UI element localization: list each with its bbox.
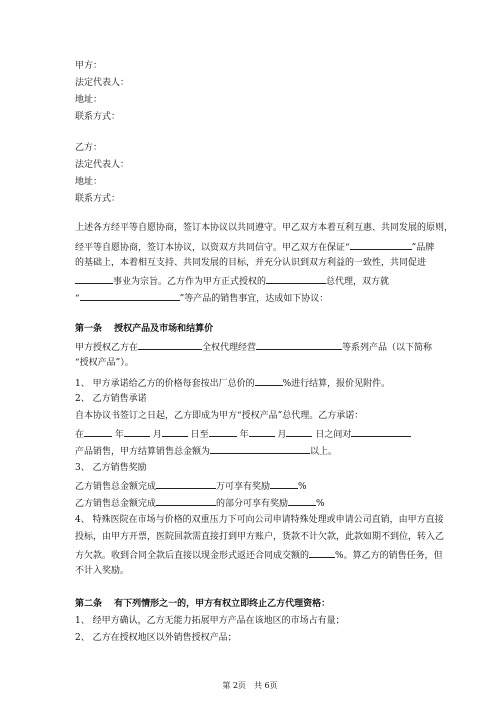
intro-line-1: 上述各方经平等自愿协商，签订本协议以共同遵守。甲乙双方本着互利互惠、共同发展的原则，: [75, 223, 454, 233]
article-1-item-4-line-3: 方欠款。收到合同全款后直接以现金形式返还合同成交额的 %。算乙方的销售任务，但: [75, 548, 443, 562]
products-blank: [80, 291, 180, 301]
party-b-label: 乙方：: [75, 143, 103, 153]
start-day-blank: [162, 427, 188, 437]
intro-line-3: 的基础上，本着相互支持、共同发展的目标，并充分认识到双方利益的一致性，共同促进: [75, 258, 427, 268]
region-sales-blank: [351, 427, 411, 437]
party-a-address: 地址：: [75, 95, 103, 105]
cause-blank: [75, 274, 113, 284]
party-a-rep: 法定代表人：: [75, 78, 130, 88]
party-a-contact: 联系方式：: [75, 112, 121, 122]
reward-1-percent-blank: [270, 479, 298, 489]
refund-percent-blank: [309, 548, 335, 558]
start-year-blank: [84, 427, 112, 437]
article-1-title: 第一条 授权产品及市场和结算价: [75, 324, 214, 334]
article-1-item-1: 1、 甲方承诺给乙方的价格每套按出厂总价的 %进行结算，报价见附件。: [75, 376, 390, 390]
brand-blank: [350, 240, 412, 250]
product-series-blank: [256, 340, 342, 350]
article-1-item-2: 2、 乙方销售承诺: [75, 394, 147, 404]
party-b-rep: 法定代表人：: [75, 160, 130, 170]
intro-line-2: 经平等自愿协商，签订本协议，以资双方共同信守。甲乙双方在保证“ ”品牌: [75, 240, 434, 254]
article-1-sales-line: 产品销售，甲方结算销售总金额为 以上。: [75, 444, 337, 458]
party-b-address: 地址：: [75, 177, 103, 187]
article-1-item-2-line-1: 自本协议书签订之日起，乙方即成为甲方“授权产品”总代理。乙方承诺：: [75, 411, 364, 421]
party-a-label: 甲方：: [75, 61, 103, 71]
article-1-item-4-line-4: 不计入奖励。: [75, 566, 130, 576]
sales-amount-blank: [210, 444, 310, 454]
end-month-blank: [249, 427, 275, 437]
end-day-blank: [286, 427, 312, 437]
party-b-contact: 联系方式：: [75, 194, 121, 204]
reward-2-amount-blank: [156, 496, 216, 506]
article-1-para-line-1: 甲方授权乙方在 全权代理经营 等系列产品（以下简称: [75, 340, 432, 354]
reward-line-2: 乙方销售总金额完成 的部分可享有奖励 %: [75, 496, 325, 510]
start-month-blank: [124, 427, 150, 437]
agent-scope-blank: [266, 274, 326, 284]
settlement-percent-blank: [255, 376, 283, 386]
page-number-footer: 第 2页 共 6页: [222, 681, 278, 690]
article-1-item-4-line-1: 4、 特殊医院在市场与价格的双重压力下可向公司申请特殊处理或申请公司直销，由甲方直接: [75, 515, 444, 525]
region-blank: [138, 340, 202, 350]
intro-line-4: 事业为宗旨。乙方作为甲方正式授权的 总代理，双方就: [75, 274, 389, 288]
intro-line-5: “ ”等产品的销售事宜，达成如下协议：: [75, 291, 328, 305]
article-2-title: 第二条 有下列情形之一的，甲方有权立即终止乙方代理资格：: [75, 599, 331, 609]
article-2-item-1: 1、 经甲方确认，乙方无能力拓展甲方产品在该地区的市场占有量；: [75, 616, 345, 626]
reward-2-percent-blank: [288, 496, 316, 506]
article-1-item-3: 3、 乙方销售奖励: [75, 463, 147, 473]
reward-line-1: 乙方销售总金额完成 万可享有奖励 %: [75, 479, 307, 493]
article-1-para-line-2: “授权产品”）。: [75, 358, 134, 368]
reward-1-amount-blank: [156, 479, 216, 489]
article-2-item-2: 2、 乙方在授权地区以外销售授权产品；: [75, 633, 237, 643]
article-1-date-line: 在 年 月 日至 年 月 日之间对: [75, 427, 411, 441]
end-year-blank: [209, 427, 237, 437]
article-1-item-4-line-2: 投标，由甲方开票，医院回款需直接打到甲方账户，货款不计欠款，此款如期不到位，转入乙: [75, 532, 445, 542]
